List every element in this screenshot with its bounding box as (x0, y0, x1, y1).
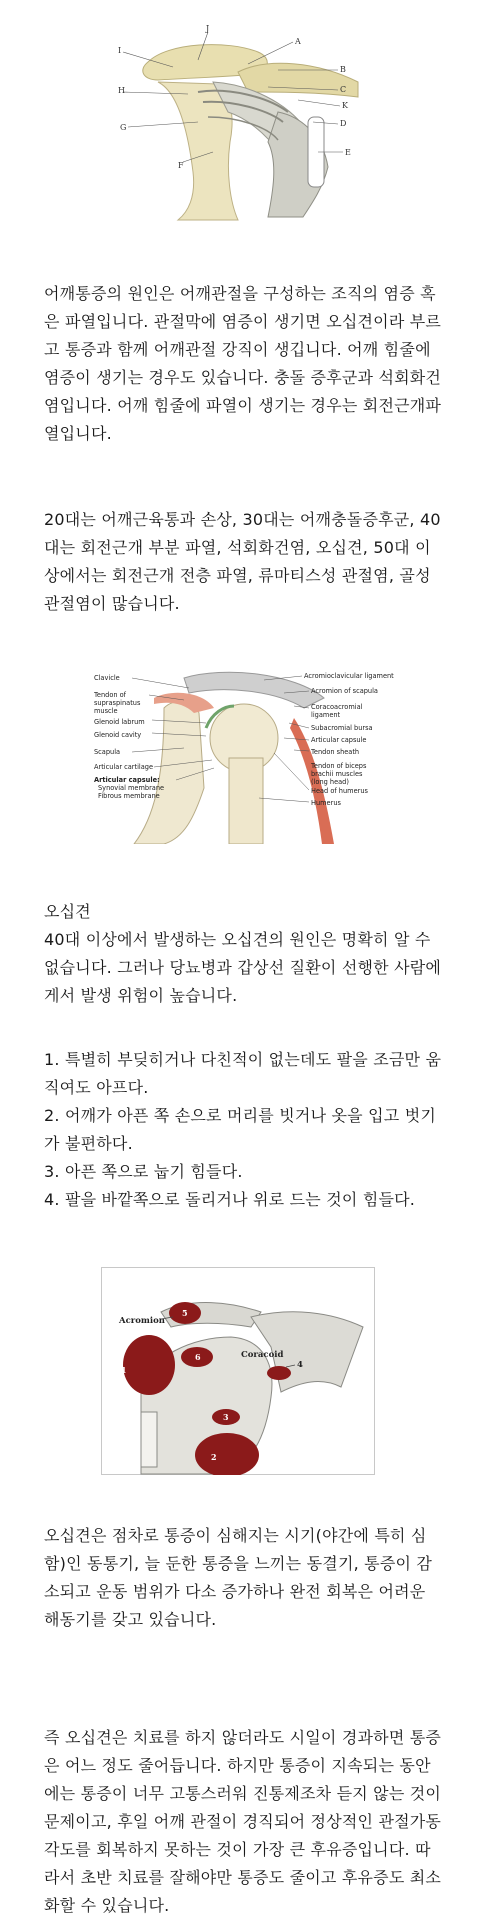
label-k: K (342, 101, 348, 110)
label-ligament: ligament (311, 711, 341, 719)
label-humerus: Humerus (311, 799, 341, 807)
shoulder-ligament-illustration (118, 22, 368, 222)
label-j: J (206, 24, 210, 33)
label-long-head: (long head) (311, 778, 349, 786)
label-brachii-muscles: brachii muscles (311, 770, 363, 778)
stages-paragraph: 오십견은 점차로 통증이 심해지는 시기(야간에 특히 심함)인 동통기, 늘 둔한 통증을 느끼는 동결기, 통증이 감소되고 운동 범위가 다소 증가하나 완전 회복은 어려운 해동기를 갖고 있습니다. (44, 1526, 433, 1629)
pain-points-illustration (101, 1267, 375, 1475)
point-6: 6 (195, 1352, 201, 1362)
section-title: 오십견 (44, 902, 91, 921)
label-tendon-sheath: Tendon sheath (311, 748, 360, 756)
label-f: F (178, 161, 184, 170)
label-tendon-of-biceps: Tendon of biceps (311, 762, 367, 770)
label-acromion: Acromion (119, 1316, 165, 1326)
label-d: D (340, 119, 347, 128)
label-glenoid-labrum: Glenoid labrum (94, 718, 145, 726)
label-i: I (118, 46, 122, 55)
label-acromion-of-scapula: Acromion of scapula (311, 687, 378, 695)
label-supraspinatus: supraspinatus (94, 699, 141, 707)
point-4: 4 (297, 1360, 303, 1370)
symptom-item-2: 2. 어깨가 아픈 쪽 손으로 머리를 빗거나 옷을 입고 벗기가 불편하다. (44, 1106, 437, 1153)
symptom-list (44, 1046, 444, 1214)
label-subacromial-bursa: Subacromial bursa (311, 724, 373, 732)
label-glenoid-cavity: Glenoid cavity (94, 731, 142, 739)
point-2: 2 (211, 1452, 217, 1462)
label-scapula: Scapula (94, 748, 121, 756)
point-5: 5 (182, 1308, 188, 1318)
symptom-item-1: 1. 특별히 부딪히거나 다친적이 없는데도 팔을 조금만 움직여도 아프다. (44, 1050, 442, 1097)
label-synovial-membrane: Synovial membrane (98, 784, 165, 792)
label-a: A (295, 37, 301, 46)
age-paragraph: 20대는 어깨근육통과 손상, 30대는 어깨충돌증후군, 40대는 회전근개 부분 파열, 석회화건염, 오십견, 50대 이상에서는 회전근개 전층 파열, 류마티스성 관절염, 골성관절염이 많습니다. (44, 510, 441, 613)
frozen-shoulder-section (44, 898, 444, 1010)
symptom-item-3: 3. 아픈 쪽으로 눕기 힘들다. (44, 1162, 243, 1181)
label-h: H (118, 86, 125, 95)
label-g: G (120, 123, 127, 132)
label-acromioclavicular-ligament: Acromioclavicular ligament (304, 672, 394, 680)
label-c: C (340, 85, 347, 94)
label-fibrous-membrane: Fibrous membrane (98, 792, 160, 800)
point-1: 1 (121, 1365, 127, 1375)
label-articular-cartilage: Articular cartilage (94, 763, 154, 771)
label-coracoacromial: Coracoacromial (311, 703, 363, 711)
treatment-paragraph: 즉 오십견은 치료를 하지 않더라도 시일이 경과하면 통증은 어느 정도 줄어듭니다. 하지만 통증이 지속되는 동안에는 통증이 너무 고통스러워 진통제조차 듣지 않는 것이 문제이고, 후일 어깨 관절이 경직되어 정상적인 관절가동각도를 회복하지 못하는 것이 가장 큰 후유증입니다. 따라서 초반 치료를 잘해야만 통증도 줄이고 후유증도 최소화할 수 있습니다. (44, 1728, 442, 1915)
label-e: E (345, 148, 351, 157)
frozen-shoulder-cause: 40대 이상에서 발생하는 오십견의 원인은 명확히 알 수 없습니다. 그러나 당뇨병과 갑상선 질환이 선행한 사람에게서 발생 위험이 높습니다. (44, 930, 442, 1005)
label-clavicle: Clavicle (94, 674, 120, 682)
symptom-item-4: 4. 팔을 바깥쪽으로 돌리거나 위로 드는 것이 힘들다. (44, 1190, 416, 1209)
label-articular-capsule-left: Articular capsule: (94, 776, 160, 784)
label-head-of-humerus: Head of humerus (311, 787, 368, 795)
label-articular-capsule-right: Articular capsule (311, 736, 367, 744)
point-3: 3 (223, 1412, 229, 1422)
label-muscle: muscle (94, 707, 118, 715)
label-tendon-of: Tendon of (94, 691, 126, 699)
label-b: B (340, 65, 346, 74)
cause-paragraph: 어깨통증의 원인은 어깨관절을 구성하는 조직의 염증 혹은 파열입니다. 관절막에 염증이 생기면 오십견이라 부르고 통증과 함께 어깨관절 강직이 생깁니다. 어깨 힘줄에 염증이 생기는 경우도 있습니다. 충돌 증후군과 석회화건염입니다. 어깨 힘줄에 파열이 생기는 경우는 회전근개파열입니다. (44, 284, 442, 443)
shoulder-joint-crosssection (94, 668, 402, 844)
label-coracoid: Coracoid (241, 1350, 284, 1360)
